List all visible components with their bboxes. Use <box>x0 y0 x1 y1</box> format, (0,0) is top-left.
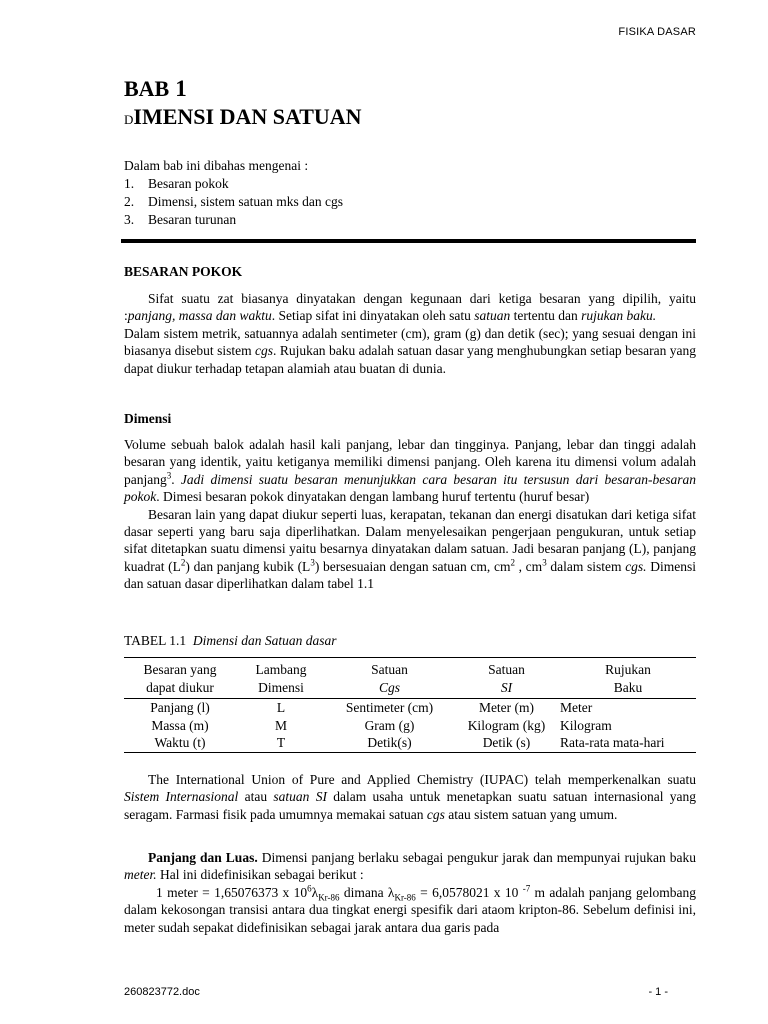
caption-label: TABEL 1.1 <box>124 633 187 648</box>
text: Dalam sistem metrik, satuannya adalah sentimeter (cm), gram (g) dan detik (sec); yang sesuai dengan ini biasanya disebut sistem <box>124 325 696 359</box>
paragraph <box>124 290 696 325</box>
list-item <box>124 211 343 229</box>
table-cell: L <box>276 700 286 715</box>
table-cell: T <box>236 734 326 752</box>
list-item-text: Besaran pokok <box>148 176 229 191</box>
text: . Setiap sifat ini dinyatakan oleh satu <box>271 308 475 324</box>
superscript: 6 <box>307 883 312 894</box>
table-row <box>124 699 696 717</box>
paragraph <box>124 506 696 593</box>
table-cell: Meter <box>560 700 593 715</box>
table-header-row <box>124 658 696 699</box>
text: ) bersesuaian dengan satuan cm, cm <box>314 558 511 574</box>
text: ) dan panjang kubik (L <box>185 558 311 574</box>
chapter-label <box>124 76 187 102</box>
header-line: dapat diukur <box>146 679 214 695</box>
intro-section <box>124 157 343 229</box>
run-in-heading: Panjang dan Luas. <box>148 850 258 865</box>
table-header-cell <box>124 658 236 699</box>
iupac-paragraph <box>124 771 696 823</box>
text: cgs <box>426 806 445 822</box>
intro-lead: Dalam bab ini dibahas mengenai : <box>124 158 309 173</box>
list-item-number: 1. <box>124 176 135 191</box>
besaran-pokok-body <box>124 290 696 377</box>
header-line: Besaran yang <box>143 662 217 677</box>
table-cell: Rata-rata mata-hari <box>560 734 696 752</box>
text: satuan SI <box>273 789 327 805</box>
table-header-cell <box>326 658 453 699</box>
table-cell: Gram (g) <box>364 717 415 733</box>
header-line: Satuan <box>371 662 408 677</box>
heading-besaran-pokok: BESARAN POKOK <box>124 264 243 279</box>
table-row <box>124 734 696 752</box>
paragraph <box>124 436 696 506</box>
text: . Dimesi besaran pokok dinyatakan dengan lambang huruf tertentu (huruf besar) <box>156 489 590 505</box>
superscript: 3 <box>166 470 172 481</box>
list-item-text: Dimensi, sistem satuan mks dan cgs <box>148 194 343 209</box>
superscript: 3 <box>542 557 547 568</box>
header-line: Baku <box>613 679 643 695</box>
table-cell: Sentimeter (cm) <box>345 700 434 715</box>
text: Volume sebuah balok adalah hasil kali panjang, lebar dan tingginya. Panjang, lebar dan tinggi adalah besaran yang identik, yaitu ketiganya memiliki dimensi panjang. Oleh karena itu dimensi volum adalah panjang <box>124 437 696 487</box>
text: Hal ini didefinisikan sebagai berikut : <box>156 867 364 883</box>
table-cell: Detik(s) <box>326 734 453 752</box>
text: Sifat suatu zat biasanya dinyatakan dengan kegunaan dari ketiga besaran yang dipilih, yaitu : <box>124 291 696 324</box>
text: 1 meter = 1,65076373 x 10 <box>156 884 308 900</box>
caption-title: Dimensi dan Satuan dasar <box>192 633 337 648</box>
list-item-number: 2. <box>124 194 135 209</box>
table-cell: Waktu (t) <box>124 734 236 752</box>
list-item <box>124 193 343 211</box>
bab-text: BAB <box>124 76 170 101</box>
header-line: Satuan <box>488 662 525 677</box>
text: Jadi dimensi suatu besaran menunjukkan cara besaran itu tersusun dari besaran-besaran pokok <box>124 471 697 505</box>
header-line: Cgs <box>378 679 400 695</box>
header-line: Rujukan <box>605 662 651 677</box>
text: Sistem Internasional <box>124 789 239 805</box>
superscript: 2 <box>180 557 186 568</box>
text: panjang, massa dan waktu <box>127 308 272 324</box>
header-line: Lambang <box>255 662 307 677</box>
section-divider <box>121 239 696 243</box>
text: meter. <box>124 867 157 883</box>
table-cell: Kilogram <box>560 717 612 733</box>
subscript: Kr-86 <box>394 892 416 903</box>
superscript: -7 <box>522 883 531 894</box>
lambda-symbol: λ <box>311 884 319 900</box>
running-header: FISIKA DASAR <box>618 26 696 38</box>
footer-page-number: - 1 - <box>648 986 668 998</box>
panjang-paragraph <box>124 849 696 936</box>
text: m adalah panjang gelombang dalam kekosongan transisi antara dua tingkat energi spesifik dari ataom kripton-86. Sebelum definisi ini, meter sudah sepakat didefinisikan sebagai jarak antara dua garis pada <box>124 884 696 935</box>
table-caption <box>124 633 337 649</box>
paragraph <box>124 849 696 884</box>
dimensi-body <box>124 436 696 593</box>
chapter-title-initial: D <box>124 112 134 127</box>
table-cell: Massa (m) <box>151 717 209 733</box>
text: dimana <box>339 884 388 900</box>
table-cell: Meter (m) <box>478 700 535 715</box>
equation-paragraph <box>124 884 696 936</box>
header-line: SI <box>500 679 513 695</box>
table-header-cell <box>453 658 560 699</box>
heading-dimensi: Dimensi <box>124 411 172 426</box>
table-cell: M <box>274 717 287 733</box>
text: , cm <box>514 558 543 574</box>
text: Dimensi panjang berlaku sebagai pengukur jarak dan mempunyai rujukan baku <box>257 850 696 865</box>
paragraph <box>124 771 696 823</box>
table-cell: Panjang (l) <box>150 700 210 715</box>
header-line: Dimensi <box>258 679 304 695</box>
bab-number: 1 <box>175 76 187 101</box>
text: satuan <box>474 308 511 324</box>
text: dalam sistem <box>546 558 626 574</box>
text: . <box>171 471 181 487</box>
list-item <box>124 175 343 193</box>
superscript: 3 <box>310 557 315 568</box>
text: atau <box>238 789 274 805</box>
subscript: Kr-86 <box>318 892 340 903</box>
text: cgs. <box>625 558 647 574</box>
superscript: 2 <box>510 557 515 568</box>
text: atau sistem satuan yang umum. <box>444 806 618 822</box>
text: dalam usaha untuk menetapkan suatu satuan internasional yang seragam. Farmasi fisik pada umumnya memakai satuan <box>124 789 696 822</box>
text: Besaran lain yang dapat diukur seperti luas, kerapatan, tekanan dan energi disatukan dari ketiga sifat dasar seperti yang baru saja diperlihatkan. Dalam menyelesaikan pengerjaan pengukuran, untuk setiap sifat ditetapkan suatu dimensi yaitu besarnya dinyatakan dalam satuan. Jadi besaran panjang (L), panjang kuadrat (L <box>124 506 696 574</box>
text: The International Union of Pure and Applied Chemistry (IUPAC) telah memperkenalkan suatu <box>148 772 696 787</box>
dimension-table <box>124 657 696 753</box>
table-cell: Kilogram (kg) <box>467 717 546 733</box>
chapter-title <box>124 104 362 130</box>
text: = 6,0578021 x 10 <box>415 884 523 900</box>
text: cgs <box>255 343 274 359</box>
text: rujukan baku. <box>581 308 657 324</box>
table-cell: Detik (s) <box>453 734 560 752</box>
lambda-symbol: λ <box>387 884 395 900</box>
paragraph <box>124 325 696 377</box>
intro-list <box>124 175 343 229</box>
list-item-number: 3. <box>124 212 135 227</box>
table-row <box>124 717 696 735</box>
table-header-cell <box>236 658 326 699</box>
table-header-cell <box>560 658 696 699</box>
text: . Rujukan baku adalah satuan dasar yang menghubungkan setiap besaran yang dapat diukur terhadap tetapan alamiah atau buatan di dunia. <box>124 343 697 376</box>
text: Dimensi dan satuan dasar diperlihatkan dalam tabel 1.1 <box>124 558 696 592</box>
footer-filename: 260823772.doc <box>124 986 200 998</box>
text: tertentu dan <box>510 308 582 324</box>
chapter-title-rest: IMENSI DAN SATUAN <box>133 104 362 129</box>
list-item-text: Besaran turunan <box>148 212 237 227</box>
